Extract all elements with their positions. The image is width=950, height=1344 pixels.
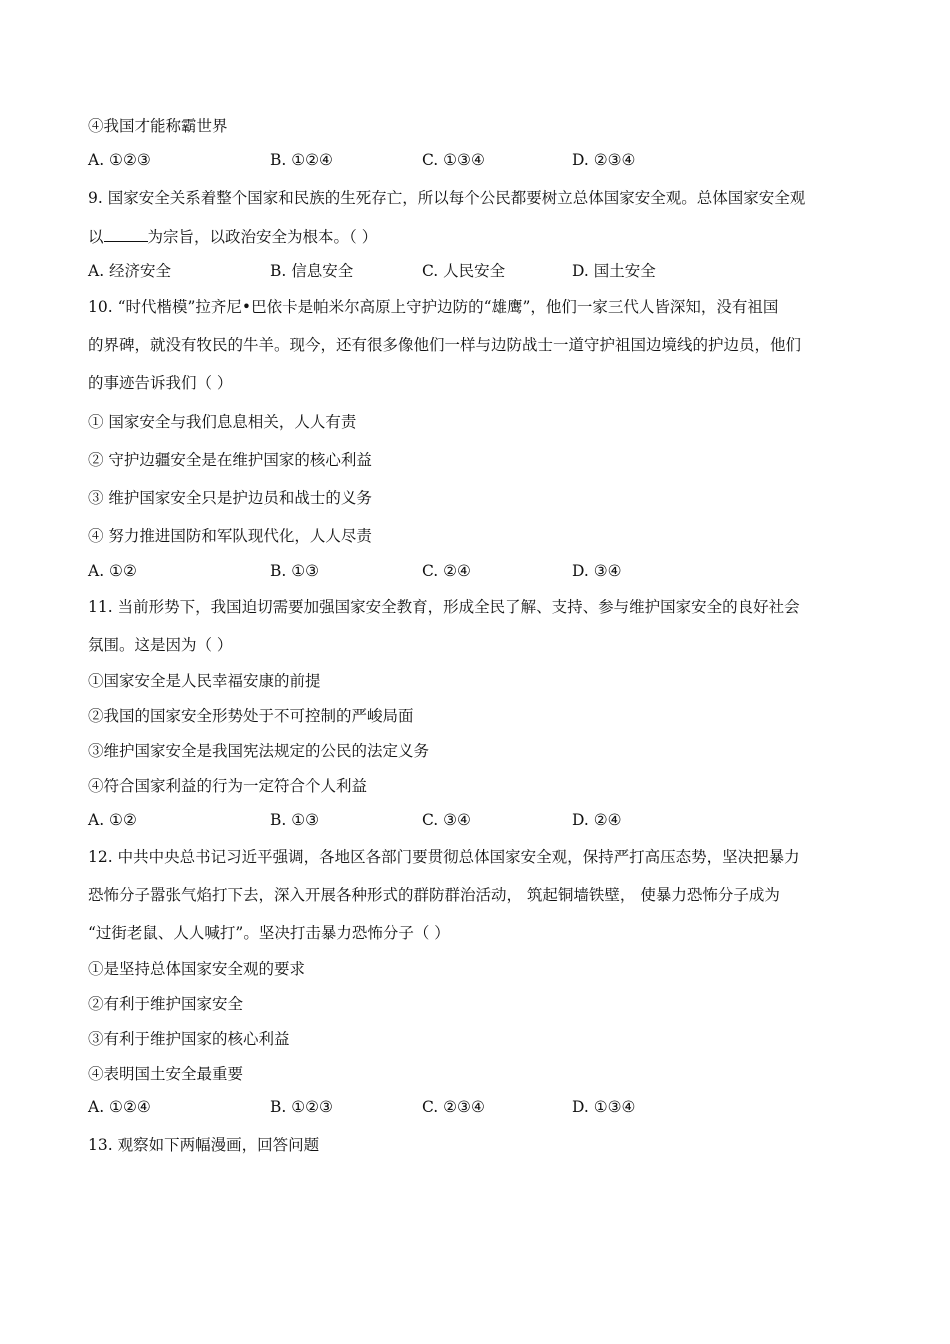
- q13-stem-line-1: 13. 观察如下两幅漫画，回答问题: [88, 1136, 320, 1154]
- q8-statement-4: ④我国才能称霸世界: [88, 117, 228, 135]
- q12-option-d[interactable]: D. ①③④: [572, 1098, 636, 1116]
- q12-statement-1: ①是坚持总体国家安全观的要求: [88, 960, 306, 978]
- q8-options: [88, 149, 868, 171]
- q11-statement-4: ④符合国家利益的行为一定符合个人利益: [88, 777, 368, 795]
- q8-option-c[interactable]: C. ①③④: [422, 151, 485, 169]
- q9-option-b[interactable]: B. 信息安全: [270, 262, 354, 280]
- q9-blank: [104, 226, 148, 242]
- q12-option-c[interactable]: C. ②③④: [422, 1098, 485, 1116]
- q9-option-d[interactable]: D. 国土安全: [572, 262, 656, 280]
- q11-stem-line-1: 11. 当前形势下，我国迫切需要加强国家安全教育，形成全民了解、支持、参与维护国家安全的良好社会: [88, 598, 800, 616]
- q9-option-a[interactable]: A. 经济安全: [88, 262, 172, 280]
- q11-option-d[interactable]: D. ②④: [572, 811, 622, 829]
- q9-stem-line-2: [88, 226, 377, 247]
- q8-option-b[interactable]: B. ①②④: [270, 151, 333, 169]
- q11-statement-3: ③维护国家安全是我国宪法规定的公民的法定义务: [88, 742, 430, 760]
- q12-statement-3: ③有利于维护国家的核心利益: [88, 1030, 290, 1048]
- q10-stem-line-3: 的事迹告诉我们（ ）: [88, 374, 233, 392]
- q10-statement-1: ① 国家安全与我们息息相关，人人有责: [88, 413, 357, 431]
- q11-option-a[interactable]: A. ①②: [88, 811, 137, 829]
- q10-option-d[interactable]: D. ③④: [572, 562, 622, 580]
- q9-stem-line-1: 9. 国家安全关系着整个国家和民族的生死存亡，所以每个公民都要树立总体国家安全观。总体国家安全观: [88, 189, 806, 207]
- q10-option-c[interactable]: C. ②④: [422, 562, 471, 580]
- q12-statement-2: ②有利于维护国家安全: [88, 995, 244, 1013]
- q12-option-b[interactable]: B. ①②③: [270, 1098, 333, 1116]
- q12-stem-line-1: 12. 中共中央总书记习近平强调，各地区各部门要贯彻总体国家安全观，保持严打高压态势，坚决把暴力: [88, 848, 800, 866]
- q8-option-a[interactable]: A. ①②③: [88, 151, 151, 169]
- q9-option-c[interactable]: C. 人民安全: [422, 262, 506, 280]
- q12-stem-line-3: “过街老鼠、人人喊打”。坚决打击暴力恐怖分子（ ）: [88, 924, 450, 942]
- q10-statement-4: ④ 努力推进国防和军队现代化，人人尽责: [88, 527, 372, 545]
- q11-option-b[interactable]: B. ①③: [270, 811, 320, 829]
- q12-option-a[interactable]: A. ①②④: [88, 1098, 151, 1116]
- q10-stem-line-2: 的界碑，就没有牧民的牛羊。现今，还有很多像他们一样与边防战士一道守护祖国边境线的护边员，他们: [88, 336, 802, 354]
- q11-stem-line-2: 氛围。这是因为（ ）: [88, 636, 233, 654]
- q11-statement-1: ①国家安全是人民幸福安康的前提: [88, 672, 321, 690]
- q10-statement-2: ② 守护边疆安全是在维护国家的核心利益: [88, 451, 372, 469]
- q11-statement-2: ②我国的国家安全形势处于不可控制的严峻局面: [88, 707, 414, 725]
- q10-stem-line-1: 10. “时代楷模”拉齐尼•巴依卡是帕米尔高原上守护边防的“雄鹰”，他们一家三代人皆深知，没有祖国: [88, 298, 779, 316]
- q12-options: [88, 1096, 868, 1118]
- q9-stem-prefix: 以: [88, 228, 104, 246]
- q10-statement-3: ③ 维护国家安全只是护边员和战士的义务: [88, 489, 372, 507]
- q11-option-c[interactable]: C. ③④: [422, 811, 471, 829]
- q10-option-a[interactable]: A. ①②: [88, 562, 137, 580]
- q10-option-b[interactable]: B. ①③: [270, 562, 320, 580]
- q8-option-d[interactable]: D. ②③④: [572, 151, 636, 169]
- q10-options: [88, 560, 868, 582]
- q12-stem-line-2: 恐怖分子嚣张气焰打下去，深入开展各种形式的群防群治活动， 筑起铜墙铁壁， 使暴力恐怖分子成为: [88, 886, 780, 904]
- q11-options: [88, 809, 868, 831]
- q12-statement-4: ④表明国土安全最重要: [88, 1065, 244, 1083]
- q9-stem-suffix: 为宗旨，以政治安全为根本。（ ）: [147, 228, 378, 246]
- q9-options: [88, 260, 868, 282]
